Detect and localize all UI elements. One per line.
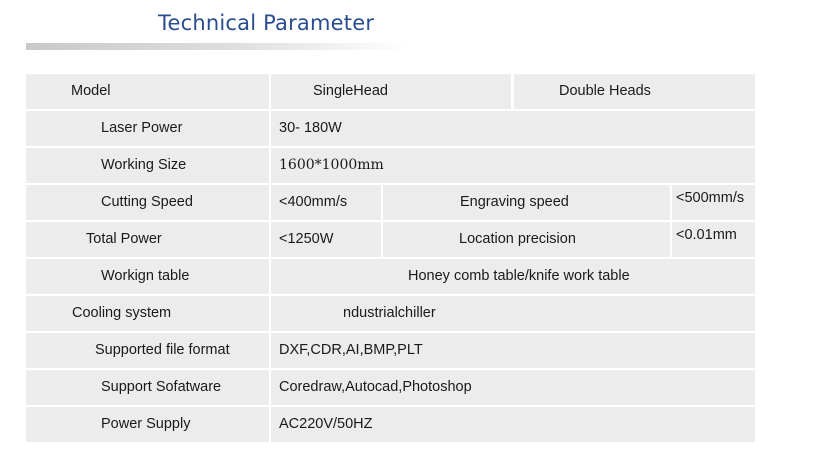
table-row bbox=[26, 295, 755, 332]
table-cell: <500mm/s bbox=[672, 185, 755, 220]
table-row bbox=[26, 332, 755, 369]
table-cell: Honey comb table/knife work table bbox=[271, 259, 755, 294]
table-cell: ndustrialchiller bbox=[271, 296, 755, 331]
table-cell: AC220V/50HZ bbox=[271, 407, 755, 442]
row-label: Power Supply bbox=[26, 407, 269, 442]
table-cell: <0.01mm bbox=[672, 222, 755, 257]
row-label: Model bbox=[26, 74, 269, 109]
table-row bbox=[26, 406, 755, 443]
table-row bbox=[26, 221, 755, 258]
table-cell: SingleHead bbox=[271, 74, 511, 109]
row-label: Support Sofatware bbox=[26, 370, 269, 405]
table-row bbox=[26, 258, 755, 295]
row-label: Workign table bbox=[26, 259, 269, 294]
row-label: Supported file format bbox=[26, 333, 269, 368]
table-row bbox=[26, 110, 755, 147]
row-label: Working Size bbox=[26, 148, 269, 183]
row-label: Cutting Speed bbox=[26, 185, 269, 220]
table-row bbox=[26, 184, 755, 221]
parameter-table bbox=[26, 73, 755, 443]
row-label: Cooling system bbox=[26, 296, 269, 331]
table-row bbox=[26, 369, 755, 406]
row-label: Laser Power bbox=[26, 111, 269, 146]
table-cell: Coredraw,Autocad,Photoshop bbox=[271, 370, 755, 405]
table-cell: 30- 180W bbox=[271, 111, 755, 146]
table-row bbox=[26, 147, 755, 184]
table-cell: DXF,CDR,AI,BMP,PLT bbox=[271, 333, 755, 368]
table-cell: Double Heads bbox=[514, 74, 755, 109]
table-cell: <400mm/s bbox=[271, 185, 381, 220]
page-title: Technical Parameter bbox=[158, 11, 375, 35]
title-underline bbox=[26, 43, 406, 50]
table-cell: <1250W bbox=[271, 222, 381, 257]
table-cell: 1600*1000mm bbox=[271, 148, 755, 183]
table-cell: Location precision bbox=[383, 222, 670, 257]
table-row bbox=[26, 73, 755, 110]
table-cell: Engraving speed bbox=[383, 185, 670, 220]
row-label: Total Power bbox=[26, 222, 269, 257]
